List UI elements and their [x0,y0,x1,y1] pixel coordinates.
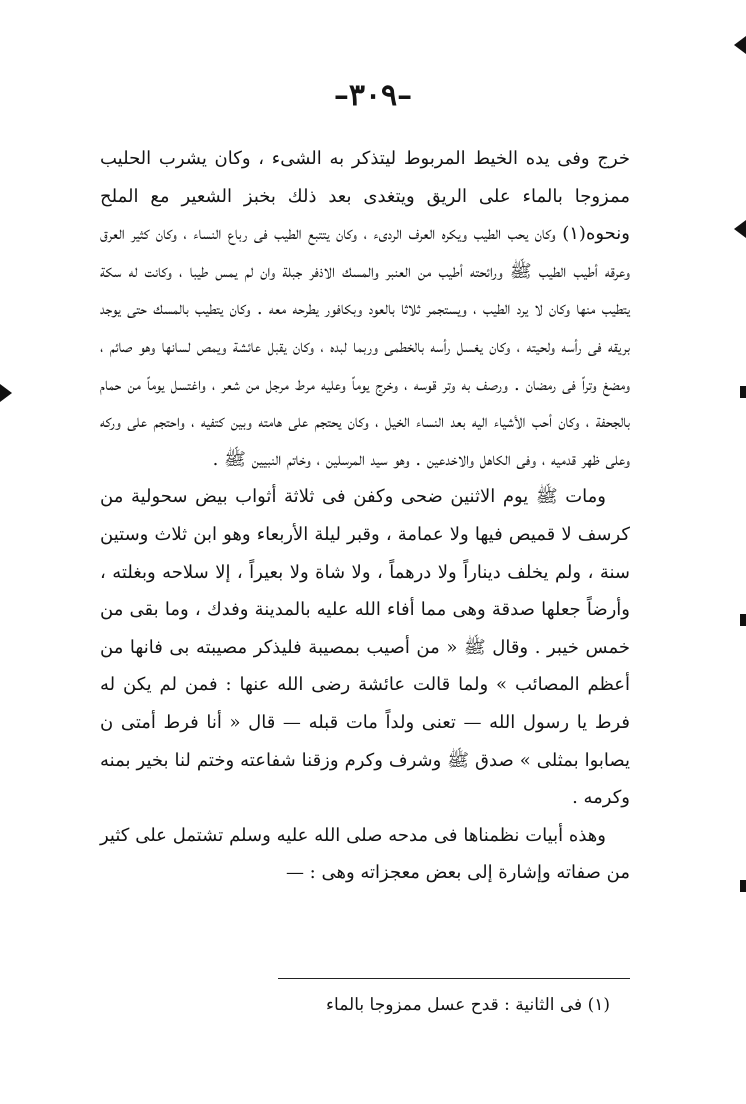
scan-tick-right-1 [740,386,746,398]
footnote-divider [278,978,630,979]
main-text [100,140,630,892]
scan-mark-right-2 [734,220,746,238]
scan-mark-right-1 [734,36,746,54]
scan-tick-right-3 [740,880,746,892]
scan-tick-right-2 [740,614,746,626]
page-number: –٣٠٩– [333,78,413,113]
footnote: (١) فى الثانية : قدح عسل ممزوجا بالماء [326,995,610,1015]
scan-mark-left-1 [0,384,12,402]
paragraph-2: ومات ﷺ يوم الاثنين ضحى وكفن فى ثلاثة أثواب بيض سحولية من كرسف لا قميص فيها ولا عمامة ، وقبر ليلة الأربعاء وهو ابن ثلاث وستين سنة ، ولم يخلف ديناراً ولا درهماً ، ولا شاة ولا بعيراً ، إلا سلاحه وبغلته ، وأرضاً جعلها صدقة وهى مما أفاء الله عليه بالمدينة وفدك ، وما بقى من خمس خيبر . وقال ﷺ « من أصيب بمصيبة فليذكر مصيبته بى فانها من أعظم المصائب » ولما قالت عائشة رضى الله عنها : فمن لم يكن له فرط يا رسول الله — تعنى ولداً مات قبله — قال « أنا فرط أمتى ن يصابوا بمثلى » صدق ﷺ وشرف وكرم وزقنا شفاعته وختم لنا بخير بمنه وكرمه . [100,486,630,809]
paragraph-3: وهذه أبيات نظمناها فى مدحه صلى الله عليه وسلم تشتمل على كثير من صفاته وإشارة إلى بعض معجزاته وهى : — [100,824,630,884]
paragraph-1: خرج وفى يده الخيط المربوط ليتذكر به الشىء ، وكان يشرب الحليب ممزوجا بالماء على الريق ويتغدى بعد ذلك بخبز الشعير مع الملح ونحوه(١) وكان يحب الطيب ويكره العرف الردىء ، وكان يتتبع الطيب فى رباع النساء ، وكان كثير العرق وعرقه أطيب الطيب ﷺ ورائحته أطيب من العنبر والمسك الاذفر جبلة وان لم يمس طيبا ، وكانت له سكة يتطيب منها وكان لا يرد الطيب ، ويستجمر ثلاثا بالعود وبكافور يطرحه معه . وكان يتطيب بالمسك حتى يوجد بريقه فى رأسه ولحيته ، وكان يغسل رأسه بالخطمى وربما لبده ، وكان يقبل عائشة ويمص لسانها وهو صائم ، ومضغ وتراً فى رمضان . ورصف به وتر قوسه ، وخرج يوماً وعليه مرط مرجل من شعر ، واغتسل يوماً من حمام بالجحفة ، وكان أحب الأشياء اليه بعد النساء الخيل ، وكان يحتجم على هامته وبين كتفيه ، واحتجم على وركه وعلى ظهر قدميه ، وفى الكاهل والاخدعين . وهو سيد المرسلين ، وخاتم النبيين ﷺ . [100,148,631,470]
